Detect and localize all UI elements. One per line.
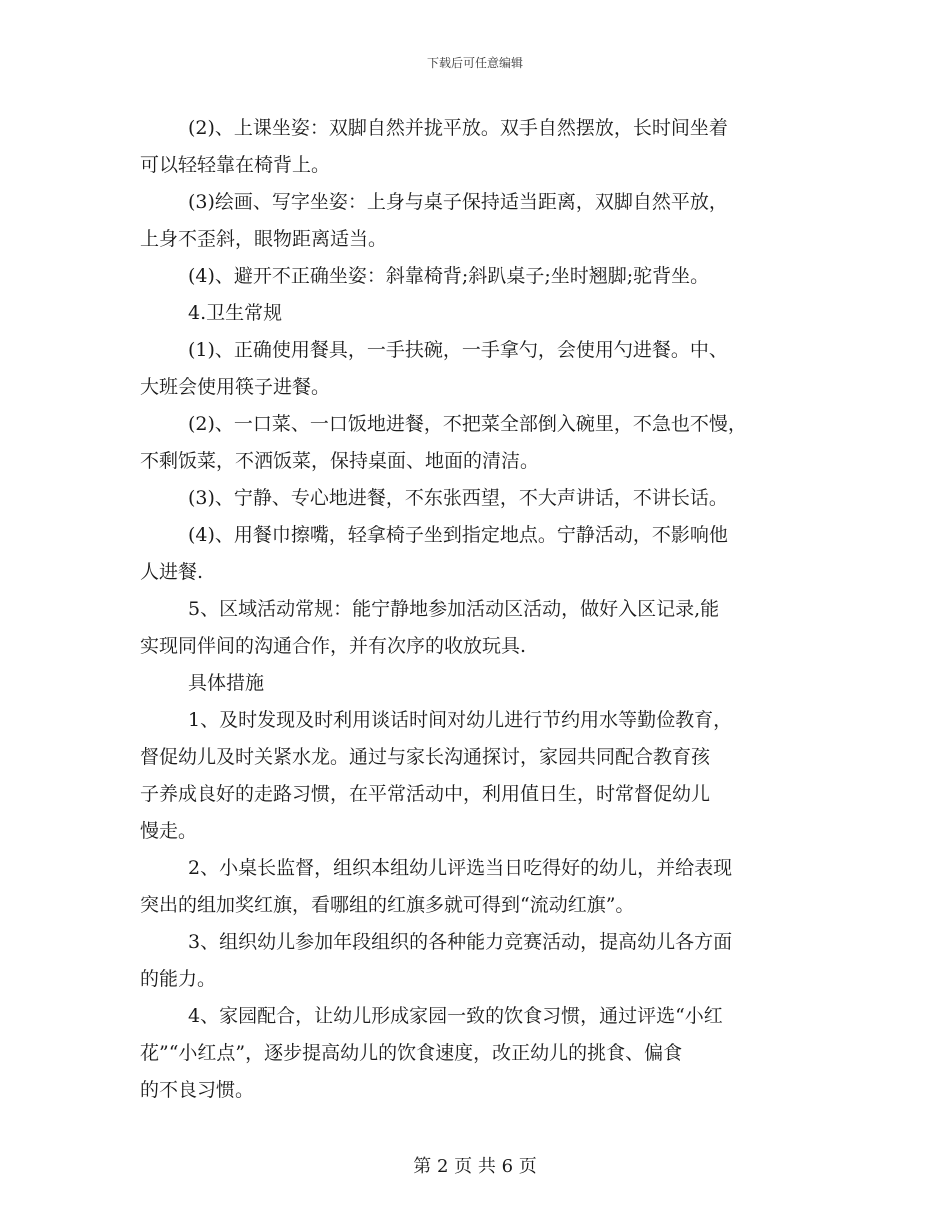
text-line: (4)、避开不正确坐姿：斜靠椅背;斜趴桌子;坐时翘脚;驼背坐。 xyxy=(188,265,710,287)
text-line: 的能力。 xyxy=(140,968,217,990)
text-line: 具体措施 xyxy=(188,672,265,694)
text-line: (3)、宁静、专心地进餐，不东张西望，不大声讲话，不讲长话。 xyxy=(188,487,728,509)
text-line: 2、小桌长监督，组织本组幼儿评选当日吃得好的幼儿，并给表现 xyxy=(188,857,733,879)
text-line: 大班会使用筷子进餐。 xyxy=(140,376,331,398)
text-line: (4)、用餐巾擦嘴，轻拿椅子坐到指定地点。宁静活动，不影响他 xyxy=(188,524,728,546)
text-line: 突出的组加奖红旗，看哪组的红旗多就可得到“流动红旗”。 xyxy=(140,894,635,916)
page-footer: 第 2 页 共 6 页 xyxy=(413,1156,537,1177)
text-line: 4.卫生常规 xyxy=(188,302,283,324)
text-line: 慢走。 xyxy=(140,820,198,842)
text-line: (2)、一口菜、一口饭地进餐，不把菜全部倒入碗里，不急也不慢， xyxy=(188,413,747,435)
text-line: 实现同伴间的沟通合作，并有次序的收放玩具. xyxy=(140,635,527,657)
text-line: (3)绘画、写字坐姿：上身与桌子保持适当距离，双脚自然平放， xyxy=(188,191,728,213)
text-line: 花”“小红点”，逐步提高幼儿的饮食速度，改正幼儿的挑食、偏食 xyxy=(140,1042,683,1064)
text-line: 人进餐. xyxy=(140,561,204,583)
text-line: 5、区域活动常规：能宁静地参加活动区活动，做好入区记录,能 xyxy=(188,598,720,620)
text-line: (2)、上课坐姿：双脚自然并拢平放。双手自然摆放，长时间坐着 xyxy=(188,117,728,139)
text-line: 督促幼儿及时关紧水龙。通过与家长沟通探讨，家园共同配合教育孩 xyxy=(140,746,711,768)
text-line: 3、组织幼儿参加年段组织的各种能力竞赛活动，提高幼儿各方面 xyxy=(188,931,733,953)
page-header: 下载后可任意编辑 xyxy=(426,56,523,70)
text-line: 不剩饭菜，不洒饭菜，保持桌面、地面的清洁。 xyxy=(140,450,540,472)
text-line: 的不良习惯。 xyxy=(140,1079,255,1101)
text-line: (1)、正确使用餐具，一手扶碗，一手拿勺，会使用勺进餐。中、 xyxy=(188,339,728,361)
text-line: 上身不歪斜，眼物距离适当。 xyxy=(140,228,388,250)
text-line: 1、及时发现及时利用谈话时间对幼儿进行节约用水等勤俭教育， xyxy=(188,709,733,731)
text-line: 可以轻轻靠在椅背上。 xyxy=(140,154,331,176)
text-line: 4、家园配合，让幼儿形成家园一致的饮食习惯，通过评选“小红 xyxy=(188,1005,723,1027)
text-line: 子养成良好的走路习惯，在平常活动中，利用值日生，时常督促幼儿 xyxy=(140,783,711,805)
document-body xyxy=(140,110,830,1109)
